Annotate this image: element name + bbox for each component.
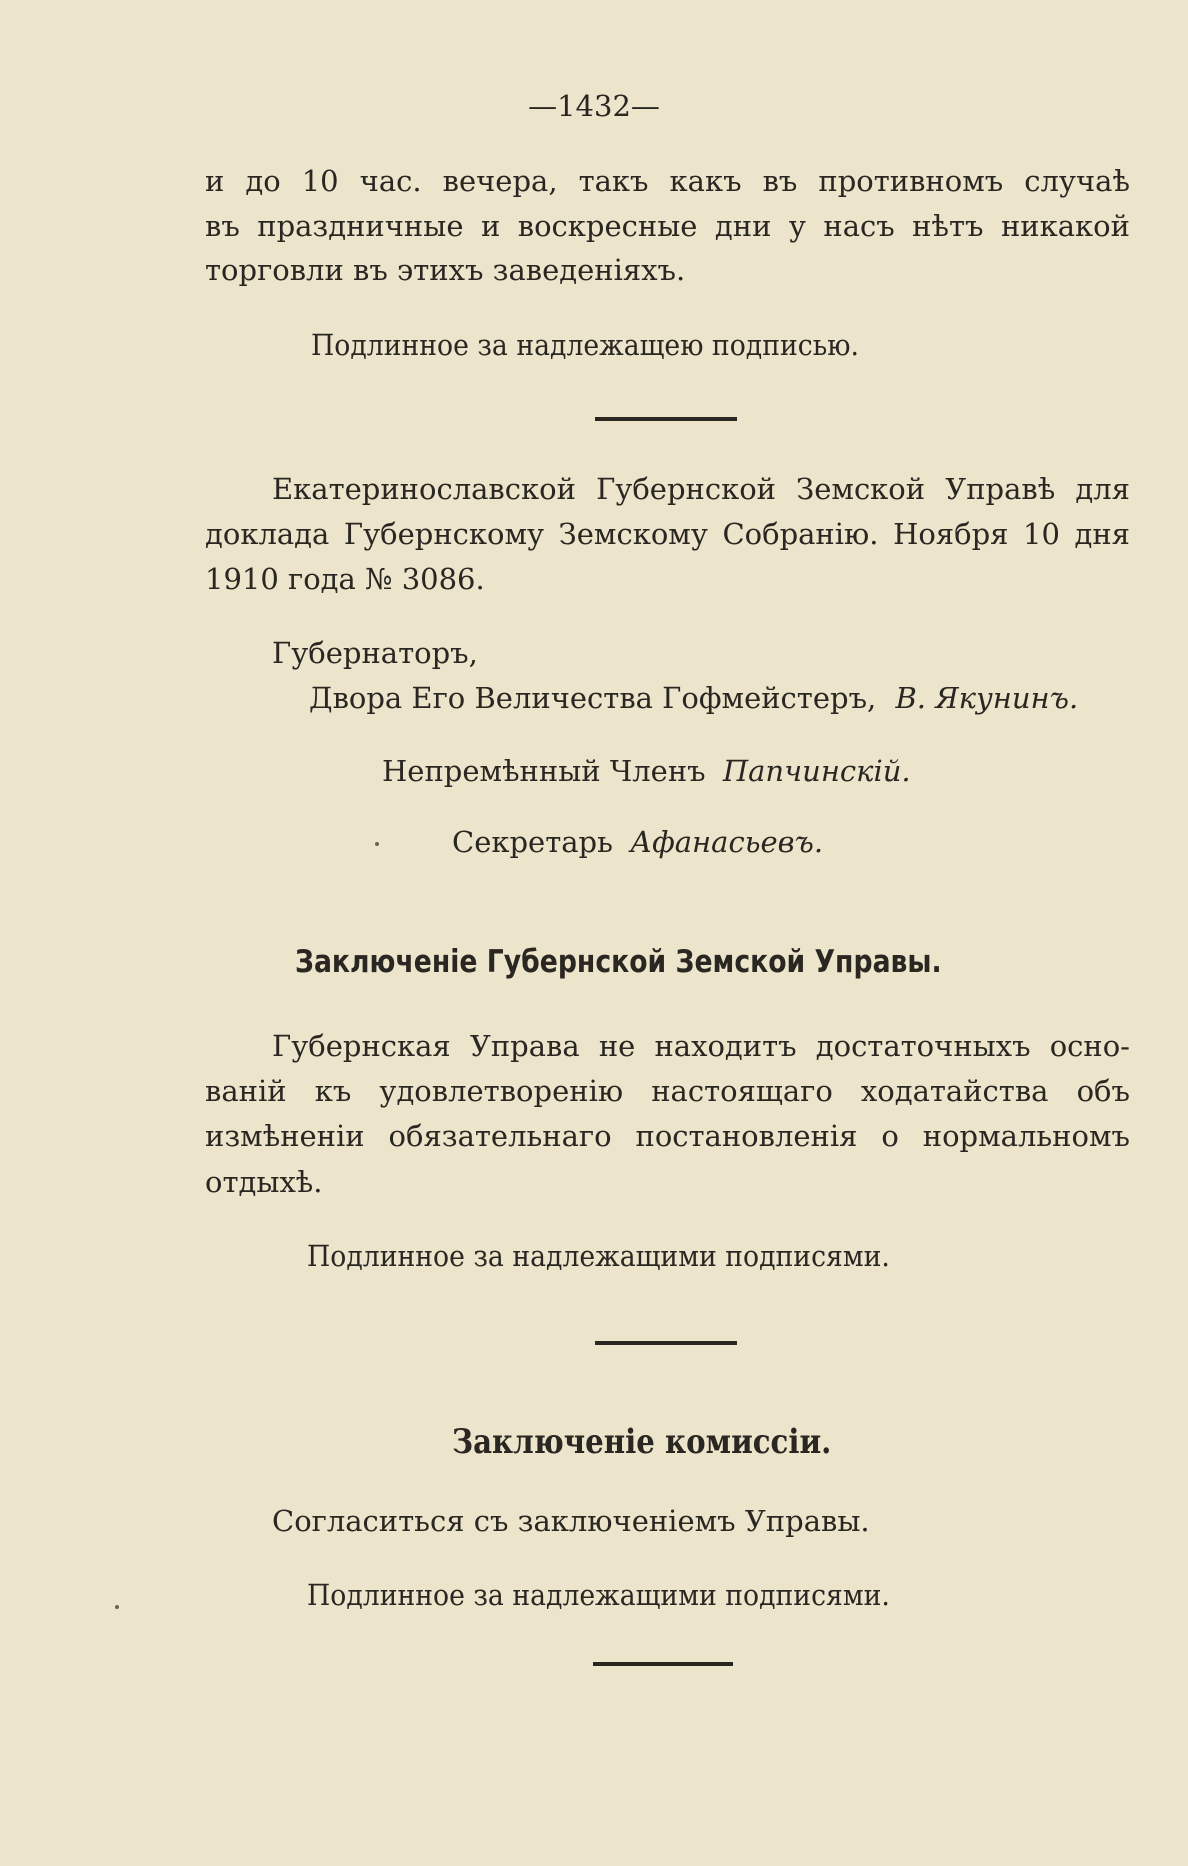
word: въ [205,209,240,243]
word: Ноября [893,517,1009,551]
paragraph-line [205,1073,1130,1109]
commission-conclusion-heading: Заключеніе комиссіи. [452,1422,832,1462]
word: какъ [669,164,742,198]
paper-speck [115,1605,119,1609]
page-number: —1432— [528,89,660,123]
word: постановленія [635,1119,858,1153]
paragraph-line: торговли въ этихъ заведеніяхъ. [205,253,686,287]
court-title-line [309,680,1078,716]
paper-speck [375,842,379,846]
word: достаточныхъ [815,1029,1031,1063]
word: обязательнаго [388,1119,612,1153]
word: Земскому [558,517,708,551]
paragraph-line [272,471,1130,507]
board-conclusion-heading: Заключеніе Губернской Земской Управы. [295,944,942,980]
member-line [382,753,911,789]
section-divider [595,417,737,421]
word: Губернскому [343,517,545,551]
signature-note: Подлинное за надлежащею подписью. [311,328,859,362]
word: дни [714,209,772,243]
paragraph-line [272,1028,1130,1064]
word: дня [1074,517,1130,551]
secretary-name: Афанасьевъ. [630,825,824,859]
member-name: Папчинскій. [722,754,911,788]
member-title: Непремѣнный Членъ [382,754,706,788]
word: 10 [301,164,339,198]
word: 10 [1023,517,1060,551]
paragraph-line [205,1118,1130,1154]
word: Управѣ [945,472,1056,506]
word: доклада [205,517,330,551]
secretary-line [452,824,823,860]
word: Управа [469,1029,580,1063]
word: удовлетворенію [379,1074,624,1108]
word: у [788,209,806,243]
section-divider [593,1662,733,1666]
word: случаѣ [1024,164,1130,198]
word: для [1075,472,1130,506]
word: никакой [1000,209,1130,243]
paragraph-line [205,516,1130,552]
word: въ [762,164,798,198]
paragraph-line [205,163,1130,199]
section-divider [595,1341,737,1345]
word: и [205,164,225,198]
governor-name: В. Якунинъ. [895,681,1079,715]
word: находитъ [654,1029,797,1063]
word: воскресные [517,209,698,243]
word: настоящаго [651,1074,833,1108]
word: ваній [205,1074,287,1108]
word: Губернская [272,1029,451,1063]
word: осно- [1049,1029,1130,1063]
court-title: Двора Его Величества Гофмейстеръ, [309,681,877,715]
word: не [598,1029,636,1063]
signature-note: Подлинное за надлежащими подписями. [307,1239,890,1273]
secretary-title: Секретарь [452,825,613,859]
signature-note: Подлинное за надлежащими подписями. [307,1578,890,1612]
word: противномъ [818,164,1004,198]
word: о [881,1119,899,1153]
word: до [245,164,281,198]
word: ходатайства [860,1074,1049,1108]
word: измѣненіи [205,1119,365,1153]
word: такъ [578,164,649,198]
word: объ [1076,1074,1130,1108]
word: нѣтъ [912,209,984,243]
commission-text: Согласиться съ заключеніемъ Управы. [272,1504,870,1538]
word: нормальномъ [922,1119,1130,1153]
word: насъ [823,209,895,243]
word: и [480,209,501,243]
governor-title: Губернаторъ, [272,636,478,670]
word: Губернской [596,472,776,506]
paragraph-line [205,208,1130,244]
word: Земской [796,472,926,506]
word: вечера, [442,164,558,198]
word: час. [359,164,422,198]
word: Собранію. [722,517,879,551]
word: праздничные [257,209,464,243]
word: Екатеринославской [272,472,576,506]
paragraph-line: отдыхѣ. [205,1165,323,1199]
word: къ [314,1074,352,1108]
paragraph-line: 1910 года № 3086. [205,562,485,596]
